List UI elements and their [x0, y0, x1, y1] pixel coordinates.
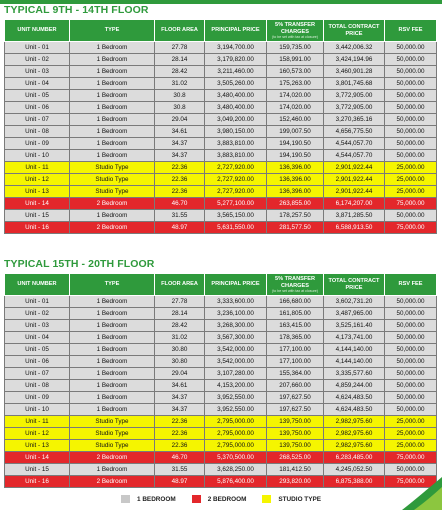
cell-type: 2 Bedroom	[70, 476, 155, 488]
cell-total-contract-price: 4,859,244.00	[324, 380, 385, 392]
cell-rsv-fee: 25,000.00	[385, 440, 437, 452]
cell-principal-price: 3,980,150.00	[205, 126, 267, 138]
cell-type: 1 Bedroom	[70, 332, 155, 344]
legend-item-studio	[262, 495, 321, 503]
cell-rsv-fee: 50,000.00	[385, 464, 437, 476]
cell-floor-area: 48.97	[155, 222, 205, 234]
cell-principal-price: 3,505,260.00	[205, 78, 267, 90]
cell-rsv-fee: 25,000.00	[385, 162, 437, 174]
table-row	[5, 138, 437, 150]
cell-unit-number: Unit - 16	[5, 222, 70, 234]
cell-unit-number: Unit - 08	[5, 126, 70, 138]
cell-unit-number: Unit - 01	[5, 42, 70, 54]
cell-principal-price: 5,876,400.00	[205, 476, 267, 488]
cell-total-contract-price: 2,901,922.44	[324, 174, 385, 186]
legend-label-one-bedroom: 1 BEDROOM	[136, 495, 176, 503]
header-floor-area: FLOOR AREA	[155, 274, 205, 296]
cell-principal-price: 3,480,400.00	[205, 102, 267, 114]
table-header	[5, 20, 437, 42]
cell-unit-number: Unit - 07	[5, 114, 70, 126]
cell-unit-number: Unit - 09	[5, 392, 70, 404]
cell-principal-price: 3,567,300.00	[205, 332, 267, 344]
cell-principal-price: 2,795,000.00	[205, 428, 267, 440]
cell-total-contract-price: 6,588,913.50	[324, 222, 385, 234]
legend-swatch-yellow	[262, 495, 271, 503]
cell-unit-number: Unit - 13	[5, 440, 70, 452]
cell-rsv-fee: 50,000.00	[385, 102, 437, 114]
table-row	[5, 210, 437, 222]
cell-type: 1 Bedroom	[70, 150, 155, 162]
cell-floor-area: 28.42	[155, 66, 205, 78]
cell-total-contract-price: 4,624,483.50	[324, 392, 385, 404]
cell-unit-number: Unit - 11	[5, 162, 70, 174]
cell-unit-number: Unit - 15	[5, 210, 70, 222]
table-row	[5, 42, 437, 54]
cell-principal-price: 3,211,460.00	[205, 66, 267, 78]
cell-unit-number: Unit - 10	[5, 404, 70, 416]
cell-unit-number: Unit - 09	[5, 138, 70, 150]
cell-type: 1 Bedroom	[70, 356, 155, 368]
cell-principal-price: 2,727,920.00	[205, 174, 267, 186]
cell-total-contract-price: 4,544,057.70	[324, 150, 385, 162]
cell-total-contract-price: 4,624,483.50	[324, 404, 385, 416]
table-body	[5, 296, 437, 488]
cell-rsv-fee: 50,000.00	[385, 114, 437, 126]
cell-type: 1 Bedroom	[70, 102, 155, 114]
header-total-contract-price: TOTAL CONTRACT PRICE	[324, 20, 385, 42]
cell-transfer-charges: 178,365.00	[267, 332, 324, 344]
cell-principal-price: 3,049,200.00	[205, 114, 267, 126]
cell-rsv-fee: 50,000.00	[385, 392, 437, 404]
cell-total-contract-price: 4,656,775.50	[324, 126, 385, 138]
corner-decoration	[402, 477, 442, 510]
cell-unit-number: Unit - 15	[5, 464, 70, 476]
cell-floor-area: 22.36	[155, 162, 205, 174]
cell-principal-price: 2,727,920.00	[205, 186, 267, 198]
cell-type: 1 Bedroom	[70, 320, 155, 332]
cell-type: 1 Bedroom	[70, 90, 155, 102]
cell-rsv-fee: 50,000.00	[385, 344, 437, 356]
cell-type: 1 Bedroom	[70, 296, 155, 308]
cell-principal-price: 5,631,550.00	[205, 222, 267, 234]
cell-type: 1 Bedroom	[70, 78, 155, 90]
cell-transfer-charges: 139,750.00	[267, 428, 324, 440]
cell-rsv-fee: 50,000.00	[385, 42, 437, 54]
table-row	[5, 186, 437, 198]
table-header	[5, 274, 437, 296]
cell-rsv-fee: 50,000.00	[385, 54, 437, 66]
cell-rsv-fee: 50,000.00	[385, 210, 437, 222]
header-unit-number: UNIT NUMBER	[5, 274, 70, 296]
cell-floor-area: 22.36	[155, 440, 205, 452]
price-table-15th-20th	[4, 273, 437, 488]
cell-transfer-charges: 263,855.00	[267, 198, 324, 210]
cell-principal-price: 3,268,300.00	[205, 320, 267, 332]
legend-label-studio: STUDIO TYPE	[278, 495, 322, 503]
header-transfer-charges-label: 5% TRANSFER CHARGES	[274, 22, 316, 35]
cell-unit-number: Unit - 08	[5, 380, 70, 392]
cell-type: 1 Bedroom	[70, 392, 155, 404]
cell-rsv-fee: 75,000.00	[385, 476, 437, 488]
cell-floor-area: 29.04	[155, 368, 205, 380]
cell-type: 2 Bedroom	[70, 452, 155, 464]
cell-floor-area: 46.70	[155, 452, 205, 464]
cell-type: Studio Type	[70, 186, 155, 198]
cell-total-contract-price: 4,144,140.00	[324, 356, 385, 368]
cell-total-contract-price: 3,772,905.00	[324, 102, 385, 114]
cell-rsv-fee: 25,000.00	[385, 428, 437, 440]
table-row	[5, 66, 437, 78]
table-row	[5, 78, 437, 90]
cell-type: 1 Bedroom	[70, 42, 155, 54]
cell-transfer-charges: 207,660.00	[267, 380, 324, 392]
cell-floor-area: 34.37	[155, 404, 205, 416]
cell-principal-price: 3,628,250.00	[205, 464, 267, 476]
cell-total-contract-price: 3,335,577.60	[324, 368, 385, 380]
cell-type: 1 Bedroom	[70, 464, 155, 476]
cell-total-contract-price: 4,173,741.00	[324, 332, 385, 344]
price-table-9th-14th	[4, 19, 437, 234]
cell-transfer-charges: 181,412.50	[267, 464, 324, 476]
cell-transfer-charges: 178,257.50	[267, 210, 324, 222]
cell-floor-area: 22.36	[155, 174, 205, 186]
cell-rsv-fee: 50,000.00	[385, 380, 437, 392]
header-transfer-charges-note: (to be set with tax at closure)	[272, 288, 318, 293]
cell-floor-area: 30.8	[155, 102, 205, 114]
cell-type: 1 Bedroom	[70, 368, 155, 380]
cell-total-contract-price: 3,871,285.50	[324, 210, 385, 222]
cell-transfer-charges: 281,577.50	[267, 222, 324, 234]
cell-unit-number: Unit - 04	[5, 332, 70, 344]
cell-floor-area: 48.97	[155, 476, 205, 488]
cell-principal-price: 3,883,810.00	[205, 138, 267, 150]
cell-transfer-charges: 194,190.50	[267, 150, 324, 162]
cell-rsv-fee: 50,000.00	[385, 332, 437, 344]
cell-principal-price: 3,565,150.00	[205, 210, 267, 222]
cell-type: 1 Bedroom	[70, 210, 155, 222]
table-row	[5, 174, 437, 186]
cell-floor-area: 34.37	[155, 138, 205, 150]
table-row	[5, 404, 437, 416]
cell-rsv-fee: 50,000.00	[385, 368, 437, 380]
cell-principal-price: 5,277,100.00	[205, 198, 267, 210]
header-principal-price: PRINCIPAL PRICE	[205, 274, 267, 296]
cell-transfer-charges: 139,750.00	[267, 440, 324, 452]
table-row	[5, 320, 437, 332]
cell-unit-number: Unit - 06	[5, 102, 70, 114]
cell-transfer-charges: 158,991.00	[267, 54, 324, 66]
legend-label-two-bedroom: 2 BEDROOM	[207, 495, 247, 503]
cell-principal-price: 3,194,700.00	[205, 42, 267, 54]
cell-floor-area: 31.55	[155, 210, 205, 222]
cell-floor-area: 22.36	[155, 416, 205, 428]
cell-total-contract-price: 3,424,194.96	[324, 54, 385, 66]
cell-transfer-charges: 174,020.00	[267, 102, 324, 114]
cell-unit-number: Unit - 02	[5, 54, 70, 66]
cell-rsv-fee: 50,000.00	[385, 320, 437, 332]
cell-rsv-fee: 75,000.00	[385, 198, 437, 210]
legend	[0, 493, 442, 505]
cell-type: Studio Type	[70, 440, 155, 452]
table-row	[5, 380, 437, 392]
cell-rsv-fee: 50,000.00	[385, 404, 437, 416]
cell-floor-area: 28.42	[155, 320, 205, 332]
cell-principal-price: 3,542,000.00	[205, 356, 267, 368]
table-row	[5, 114, 437, 126]
cell-principal-price: 3,236,100.00	[205, 308, 267, 320]
table-row	[5, 222, 437, 234]
table-row	[5, 428, 437, 440]
cell-principal-price: 3,480,400.00	[205, 90, 267, 102]
cell-total-contract-price: 3,487,965.00	[324, 308, 385, 320]
cell-transfer-charges: 199,007.50	[267, 126, 324, 138]
cell-unit-number: Unit - 13	[5, 186, 70, 198]
cell-total-contract-price: 2,982,975.60	[324, 440, 385, 452]
cell-principal-price: 3,542,000.00	[205, 344, 267, 356]
cell-transfer-charges: 163,415.00	[267, 320, 324, 332]
cell-type: Studio Type	[70, 162, 155, 174]
cell-total-contract-price: 4,245,052.50	[324, 464, 385, 476]
cell-transfer-charges: 177,100.00	[267, 356, 324, 368]
header-type: TYPE	[70, 274, 155, 296]
cell-rsv-fee: 50,000.00	[385, 78, 437, 90]
header-type: TYPE	[70, 20, 155, 42]
cell-rsv-fee: 50,000.00	[385, 356, 437, 368]
cell-total-contract-price: 3,772,905.00	[324, 90, 385, 102]
cell-rsv-fee: 25,000.00	[385, 416, 437, 428]
cell-unit-number: Unit - 04	[5, 78, 70, 90]
cell-total-contract-price: 3,525,161.40	[324, 320, 385, 332]
cell-total-contract-price: 3,442,006.32	[324, 42, 385, 54]
header-row	[5, 20, 437, 42]
cell-principal-price: 2,727,920.00	[205, 162, 267, 174]
cell-transfer-charges: 136,396.00	[267, 174, 324, 186]
cell-transfer-charges: 160,573.00	[267, 66, 324, 78]
cell-type: 2 Bedroom	[70, 198, 155, 210]
cell-floor-area: 29.04	[155, 114, 205, 126]
header-rsv-fee: RSV FEE	[385, 274, 437, 296]
cell-rsv-fee: 50,000.00	[385, 138, 437, 150]
table-row	[5, 368, 437, 380]
cell-total-contract-price: 2,901,922.44	[324, 162, 385, 174]
cell-unit-number: Unit - 05	[5, 90, 70, 102]
table-row	[5, 464, 437, 476]
table-row	[5, 90, 437, 102]
cell-total-contract-price: 6,283,485.00	[324, 452, 385, 464]
table-row	[5, 452, 437, 464]
cell-rsv-fee: 50,000.00	[385, 90, 437, 102]
cell-type: 1 Bedroom	[70, 138, 155, 150]
cell-unit-number: Unit - 10	[5, 150, 70, 162]
cell-transfer-charges: 268,525.00	[267, 452, 324, 464]
header-transfer-charges-label: 5% TRANSFER CHARGES	[274, 276, 316, 289]
header-principal-price: PRINCIPAL PRICE	[205, 20, 267, 42]
cell-floor-area: 30.80	[155, 356, 205, 368]
cell-unit-number: Unit - 14	[5, 198, 70, 210]
cell-principal-price: 4,153,200.00	[205, 380, 267, 392]
table-row	[5, 198, 437, 210]
header-transfer-charges-note: (to be set with tax at closure)	[272, 34, 318, 39]
cell-floor-area: 34.37	[155, 392, 205, 404]
table-row	[5, 356, 437, 368]
cell-unit-number: Unit - 02	[5, 308, 70, 320]
cell-total-contract-price: 4,544,057.70	[324, 138, 385, 150]
cell-type: 1 Bedroom	[70, 404, 155, 416]
legend-swatch-gray	[121, 495, 130, 503]
table-row	[5, 150, 437, 162]
header-row	[5, 274, 437, 296]
cell-total-contract-price: 3,460,901.28	[324, 66, 385, 78]
cell-transfer-charges: 159,735.00	[267, 42, 324, 54]
cell-floor-area: 34.37	[155, 150, 205, 162]
cell-transfer-charges: 197,627.50	[267, 404, 324, 416]
cell-rsv-fee: 50,000.00	[385, 126, 437, 138]
cell-principal-price: 3,952,550.00	[205, 404, 267, 416]
cell-principal-price: 3,952,550.00	[205, 392, 267, 404]
section-title-15th-20th: TYPICAL 15TH - 20TH FLOOR	[4, 258, 155, 270]
cell-rsv-fee: 50,000.00	[385, 66, 437, 78]
cell-type: Studio Type	[70, 174, 155, 186]
cell-floor-area: 28.14	[155, 54, 205, 66]
cell-transfer-charges: 194,190.50	[267, 138, 324, 150]
cell-rsv-fee: 25,000.00	[385, 174, 437, 186]
header-rsv-fee: RSV FEE	[385, 20, 437, 42]
table-row	[5, 102, 437, 114]
cell-floor-area: 31.02	[155, 78, 205, 90]
table-row	[5, 476, 437, 488]
cell-type: 1 Bedroom	[70, 66, 155, 78]
cell-type: 2 Bedroom	[70, 222, 155, 234]
cell-total-contract-price: 6,875,388.00	[324, 476, 385, 488]
cell-floor-area: 46.70	[155, 198, 205, 210]
cell-type: Studio Type	[70, 428, 155, 440]
cell-floor-area: 27.78	[155, 42, 205, 54]
cell-floor-area: 22.36	[155, 428, 205, 440]
cell-principal-price: 3,107,280.00	[205, 368, 267, 380]
cell-type: 1 Bedroom	[70, 380, 155, 392]
cell-rsv-fee: 50,000.00	[385, 150, 437, 162]
table-row	[5, 162, 437, 174]
cell-unit-number: Unit - 16	[5, 476, 70, 488]
cell-floor-area: 31.55	[155, 464, 205, 476]
table-row	[5, 296, 437, 308]
cell-rsv-fee: 25,000.00	[385, 186, 437, 198]
cell-unit-number: Unit - 03	[5, 320, 70, 332]
cell-transfer-charges: 136,396.00	[267, 186, 324, 198]
header-transfer-charges	[267, 274, 324, 296]
header-total-contract-price: TOTAL CONTRACT PRICE	[324, 274, 385, 296]
cell-transfer-charges: 139,750.00	[267, 416, 324, 428]
table-row	[5, 332, 437, 344]
cell-transfer-charges: 152,460.00	[267, 114, 324, 126]
cell-type: 1 Bedroom	[70, 114, 155, 126]
cell-floor-area: 34.61	[155, 380, 205, 392]
table-body	[5, 42, 437, 234]
cell-principal-price: 2,795,000.00	[205, 440, 267, 452]
table-row	[5, 126, 437, 138]
cell-principal-price: 3,179,820.00	[205, 54, 267, 66]
cell-transfer-charges: 166,680.00	[267, 296, 324, 308]
cell-principal-price: 3,333,600.00	[205, 296, 267, 308]
cell-floor-area: 27.78	[155, 296, 205, 308]
cell-transfer-charges: 177,100.00	[267, 344, 324, 356]
cell-transfer-charges: 161,805.00	[267, 308, 324, 320]
cell-rsv-fee: 50,000.00	[385, 308, 437, 320]
cell-total-contract-price: 2,982,975.60	[324, 428, 385, 440]
cell-rsv-fee: 75,000.00	[385, 222, 437, 234]
cell-transfer-charges: 197,627.50	[267, 392, 324, 404]
cell-transfer-charges: 293,820.00	[267, 476, 324, 488]
cell-total-contract-price: 2,901,922.44	[324, 186, 385, 198]
table-row	[5, 440, 437, 452]
legend-swatch-red	[192, 495, 201, 503]
legend-item-two-bedroom	[192, 495, 247, 503]
cell-total-contract-price: 6,174,207.00	[324, 198, 385, 210]
table-row	[5, 392, 437, 404]
cell-total-contract-price: 3,270,365.16	[324, 114, 385, 126]
cell-total-contract-price: 3,801,745.68	[324, 78, 385, 90]
cell-rsv-fee: 75,000.00	[385, 452, 437, 464]
cell-floor-area: 31.02	[155, 332, 205, 344]
table-row	[5, 416, 437, 428]
cell-transfer-charges: 175,263.00	[267, 78, 324, 90]
cell-transfer-charges: 136,396.00	[267, 162, 324, 174]
cell-unit-number: Unit - 12	[5, 174, 70, 186]
cell-total-contract-price: 2,982,975.60	[324, 416, 385, 428]
cell-total-contract-price: 3,602,731.20	[324, 296, 385, 308]
cell-total-contract-price: 4,144,140.00	[324, 344, 385, 356]
table-row	[5, 344, 437, 356]
cell-floor-area: 28.14	[155, 308, 205, 320]
cell-unit-number: Unit - 11	[5, 416, 70, 428]
cell-principal-price: 5,370,500.00	[205, 452, 267, 464]
cell-type: Studio Type	[70, 416, 155, 428]
table-row	[5, 308, 437, 320]
cell-floor-area: 30.80	[155, 344, 205, 356]
cell-floor-area: 22.36	[155, 186, 205, 198]
cell-unit-number: Unit - 03	[5, 66, 70, 78]
cell-principal-price: 3,883,810.00	[205, 150, 267, 162]
cell-type: 1 Bedroom	[70, 54, 155, 66]
cell-unit-number: Unit - 01	[5, 296, 70, 308]
cell-unit-number: Unit - 05	[5, 344, 70, 356]
cell-type: 1 Bedroom	[70, 126, 155, 138]
cell-rsv-fee: 50,000.00	[385, 296, 437, 308]
legend-item-one-bedroom	[121, 495, 176, 503]
header-transfer-charges	[267, 20, 324, 42]
cell-floor-area: 30.8	[155, 90, 205, 102]
cell-floor-area: 34.61	[155, 126, 205, 138]
table-row	[5, 54, 437, 66]
cell-unit-number: Unit - 06	[5, 356, 70, 368]
cell-unit-number: Unit - 07	[5, 368, 70, 380]
cell-type: 1 Bedroom	[70, 344, 155, 356]
cell-transfer-charges: 174,020.00	[267, 90, 324, 102]
section-title-9th-14th: TYPICAL 9TH - 14TH FLOOR	[4, 4, 149, 16]
cell-principal-price: 2,795,000.00	[205, 416, 267, 428]
cell-type: 1 Bedroom	[70, 308, 155, 320]
cell-unit-number: Unit - 14	[5, 452, 70, 464]
header-unit-number: UNIT NUMBER	[5, 20, 70, 42]
cell-unit-number: Unit - 12	[5, 428, 70, 440]
cell-transfer-charges: 155,364.00	[267, 368, 324, 380]
header-floor-area: FLOOR AREA	[155, 20, 205, 42]
